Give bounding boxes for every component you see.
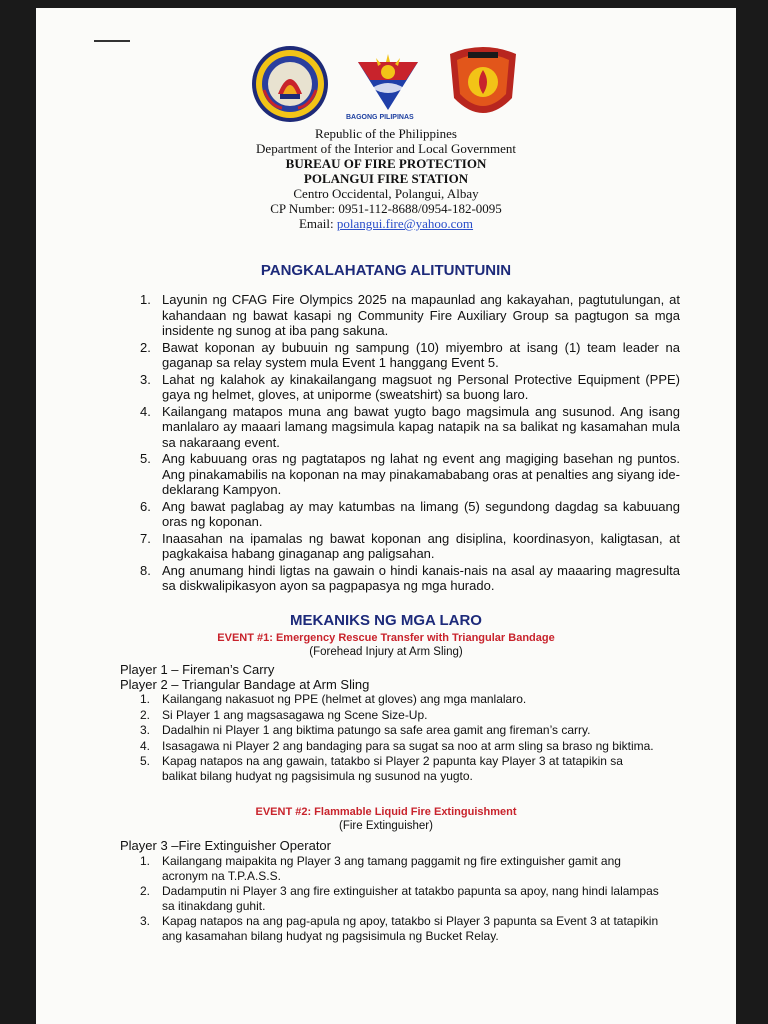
event2-title: EVENT #2: Flammable Liquid Fire Extinguishment bbox=[255, 806, 517, 818]
document-page bbox=[36, 8, 736, 1024]
letterhead-line-phone: CP Number: 0951-112-8688/0954-182-0095 bbox=[270, 201, 502, 216]
polangui-fire-station-badge-icon bbox=[446, 44, 520, 126]
player-line: Player 1 – Fireman’s Carry bbox=[120, 662, 275, 677]
event1-title: EVENT #1: Emergency Rescue Transfer with Triangular Bandage bbox=[217, 632, 555, 644]
list-item: 7. Inaasahan na ipamalas ng bawat koponan ang disiplina, koordinasyon, kaligtasan, at pagkakaisa habang ginaganap ang paligsahan. bbox=[140, 530, 680, 561]
email-label: Email: bbox=[298, 216, 334, 231]
list-item: 1. Kailangang nakasuot ng PPE (helmet at gloves) ang mga manlalaro. bbox=[140, 692, 527, 706]
event1-players bbox=[120, 662, 369, 692]
bagong-pilipinas-tagline: BAGONG PILIPINAS bbox=[346, 114, 414, 121]
letterhead-line-department: Department of the Interior and Local Government bbox=[256, 141, 516, 156]
email-link[interactable]: polangui.fire@yahoo.com bbox=[336, 216, 474, 231]
list-item: 3. Lahat ng kalahok ay kinakailangang magsuot ng Personal Protective Equipment (PPE) gaya ng helmet, gloves, at uniporme (sweatshirt) sa buong laro. bbox=[140, 371, 680, 402]
letterhead-email bbox=[36, 216, 736, 231]
event2-players bbox=[120, 838, 331, 853]
letterhead-line-republic: Republic of the Philippines bbox=[315, 126, 457, 141]
letterhead-line-station: POLANGUI FIRE STATION bbox=[303, 171, 469, 186]
list-item: 4. Isasagawa ni Player 2 ang bandaging para sa sugat sa noo at arm sling sa braso ng biktima. bbox=[140, 738, 654, 753]
list-item: 2. Bawat koponan ay bubuuin ng sampung (10) miyembro at isang (1) team leader na gaganap sa relay system mula Event 1 hanggang Event 5. bbox=[140, 339, 680, 370]
event1-subtitle: (Forehead Injury at Arm Sling) bbox=[309, 646, 463, 658]
letterhead-line-bureau: BUREAU OF FIRE PROTECTION bbox=[285, 156, 487, 171]
player-line: Player 3 –Fire Extinguisher Operator bbox=[120, 838, 331, 853]
list-item: 2. Si Player 1 ang magsasagawa ng Scene Size-Up. bbox=[140, 707, 428, 722]
rules-list bbox=[140, 292, 680, 595]
event2-steps bbox=[140, 854, 660, 944]
letterhead-line-address: Centro Occidental, Polangui, Albay bbox=[293, 186, 479, 201]
mechanics-heading: MEKANIKS NG MGA LARO bbox=[290, 612, 482, 629]
player-line: Player 2 – Triangular Bandage at Arm Sling bbox=[120, 677, 370, 692]
list-item: 8. Ang anumang hindi ligtas na gawain o hindi kanais-nais na asal ay maaaring magresulta sa diskwalipikasyon ayon sa pagpapasya ng mga hurado. bbox=[140, 562, 680, 593]
bureau-of-fire-protection-seal-icon bbox=[250, 44, 330, 124]
list-item: 5. Kapag natapos na ang gawain, tatakbo si Player 2 papunta kay Player 3 at tatapikin sa balikat bilang hudyat ng pagsisimula ng susunod na yugto. bbox=[140, 754, 623, 783]
list-item: 1. Layunin ng CFAG Fire Olympics 2025 na mapaunlad ang kakayahan, pagtutulungan, at kahandaan ng bawat kasapi ng Community Fire Auxiliary Group sa pagtugon sa mga insidente ng sunog at iba pang sakuna. bbox=[140, 292, 680, 338]
list-item: 3. Dadalhin ni Player 1 ang biktima patungo sa safe area gamit ang fireman’s carry. bbox=[140, 723, 591, 737]
rules-heading: PANGKALAHATANG ALITUNTUNIN bbox=[260, 262, 512, 279]
list-item: 2. Dadamputin ni Player 3 ang fire extinguisher at tatakbo papunta sa apoy, nang hindi lalampas sa itinakdang guhit. bbox=[140, 884, 659, 913]
list-item: 5. Ang kabuuang oras ng pagtatapos ng lahat ng event ang magiging basehan ng puntos. Ang pinakamabilis na koponan na may pinakamababang oras at penalties ang siyang ide-deklarang Kampyon. bbox=[140, 451, 680, 497]
event1-steps bbox=[140, 692, 660, 784]
letterhead bbox=[36, 126, 736, 231]
pen-mark bbox=[94, 40, 130, 42]
event2-subtitle: (Fire Extinguisher) bbox=[339, 820, 433, 832]
bagong-pilipinas-logo-icon bbox=[348, 48, 428, 114]
list-item: 6. Ang bawat paglabag ay may katumbas na limang (5) segundong dagdag sa kabuuang oras ng koponan. bbox=[140, 498, 680, 529]
list-item: 3. Kapag natapos na ang pag-apula ng apoy, tatakbo si Player 3 papunta sa Event 3 at tatapikin ang kasamahan bilang hudyat ng pagsisimula ng Bucket Relay. bbox=[140, 914, 659, 943]
list-item: 1. Kailangang maipakita ng Player 3 ang tamang paggamit ng fire extinguisher gamit ang acronym na T.P.A.S.S. bbox=[140, 854, 621, 883]
list-item: 4. Kailangang matapos muna ang bawat yugto bago magsimula ang susunod. Ang isang manlalaro ay maaari lamang magsimula kapag natapik na sa balikat ng kasamahan mula sa nakaraang event. bbox=[140, 403, 680, 450]
